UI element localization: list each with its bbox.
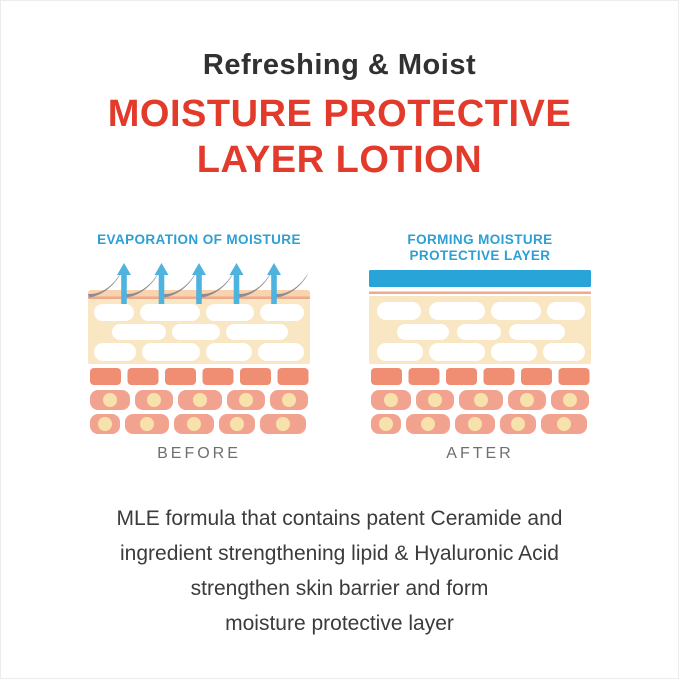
- skin-diagram-before: [88, 262, 310, 436]
- product-subtitle: Refreshing & Moist: [202, 49, 477, 81]
- basal-cells-row-1: [90, 390, 308, 410]
- description-line: ingredient strengthening lipid & Hyaluronic Acid: [120, 542, 559, 565]
- product-title: [108, 91, 571, 183]
- product-title-line2: LAYER LOTION: [196, 139, 483, 181]
- basal-cells-row-1: [371, 390, 589, 410]
- corneocyte-cells: [377, 302, 585, 361]
- before-label: BEFORE: [157, 445, 241, 462]
- before-diagram-column: [88, 232, 310, 463]
- basal-cells-row-2: [90, 414, 306, 434]
- granular-cells-row: [90, 368, 309, 385]
- product-title-line1: MOISTURE PROTECTIVE: [107, 93, 572, 135]
- after-heading-line1: FORMING MOISTURE: [407, 232, 553, 247]
- after-diagram-column: [369, 232, 591, 463]
- skin-diagram-after: [369, 262, 591, 436]
- before-after-diagrams: [1, 232, 678, 463]
- granular-cells-row: [371, 368, 590, 385]
- skin-surface-line: [369, 292, 591, 295]
- product-description: [117, 501, 563, 641]
- basal-cells-row-2: [371, 414, 587, 434]
- after-heading-line2: PROTECTIVE LAYER: [409, 248, 551, 263]
- before-diagram-heading: EVAPORATION OF MOISTURE: [97, 232, 301, 247]
- description-line: strengthen skin barrier and form: [190, 577, 489, 600]
- description-line: moisture protective layer: [225, 612, 454, 635]
- corneocyte-cells: [94, 304, 304, 361]
- description-line: MLE formula that contains patent Ceramide and: [116, 507, 563, 530]
- moisture-protective-layer-bar: [369, 270, 591, 287]
- after-label: AFTER: [446, 445, 514, 462]
- after-diagram-heading: [360, 232, 600, 262]
